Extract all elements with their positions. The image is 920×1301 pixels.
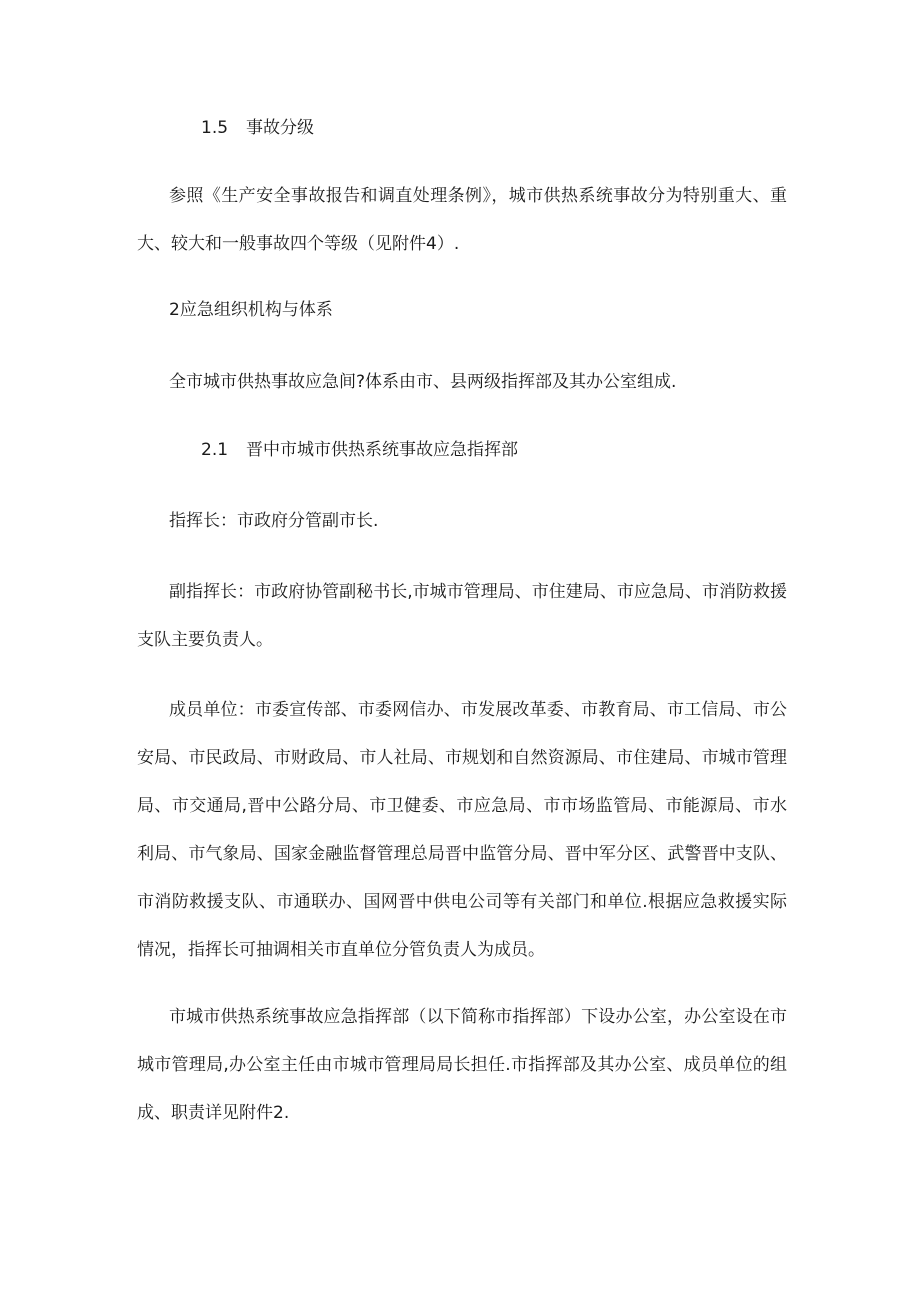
section-title: 晋中市城市供热系统事故应急指挥部 [246, 440, 519, 460]
section-heading-2 [137, 286, 787, 334]
section-heading-1-5 [137, 104, 787, 152]
section-heading-2-1 [137, 426, 787, 474]
paragraph-commander: 指挥长：市政府分管副市长. [169, 511, 379, 531]
paragraph-member-units: 成员单位：市委宣传部、市委网信办、市发展改革委、市教育局、市工信局、市公安局、市民政局、市财政局、市人社局、市规划和自然资源局、市住建局、市城市管理局、市交通局,晋中公路分局、市卫健委、市应急局、市市场监管局、市能源局、市水利局、市气象局、国家金融监督管理总局晋中监管分局、晋中军分区、武警晋中支队、市消防救援支队、市通联办、国网晋中供电公司等有关部门和单位.根据应急救援实际情况，指挥长可抽调相关市直单位分管负责人为成员。 [137, 700, 787, 960]
paragraph-office: 市城市供热系统事故应急指挥部（以下简称市指挥部）下设办公室，办公室设在市城市管理局,办公室主任由市城市管理局局长担任.市指挥部及其办公室、成员单位的组成、职责详见附件2. [137, 1007, 787, 1123]
section-title: 2应急组织机构与体系 [169, 300, 333, 320]
section-number: 2.1 [201, 440, 229, 460]
paragraph-deputy-commander: 副指挥长：市政府协管副秘书长,市城市管理局、市住建局、市应急局、市消防救援支队主要负责人。 [137, 582, 787, 650]
section-number: 1.5 [201, 118, 229, 138]
paragraph-grading: 参照《生产安全事故报告和调直处理条例》，城市供热系统事故分为特别重大、重大、较大和一般事故四个等级（见附件4）. [137, 186, 787, 254]
section-title: 事故分级 [246, 118, 315, 138]
paragraph-system: 全市城市供热事故应急间?体系由市、县两级指挥部及其办公室组成. [169, 372, 677, 392]
